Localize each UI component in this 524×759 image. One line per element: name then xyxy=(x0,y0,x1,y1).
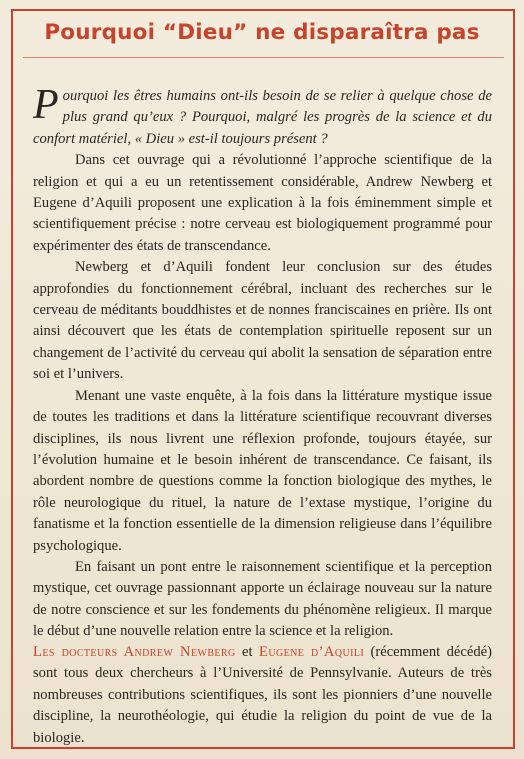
paragraph-3: Menant une vaste enquête, à la fois dans la littérature mystique issue de toutes les traditions et dans la littérature scientifique recouvrant diverses disciplines, ils nous livrent une réflexion profonde, toujours étayée, sur l’évolution humaine et le besoin inhérent de transcendance. Ce faisant, ils abordent nombre de questions comme la fonction biologique des mythes, le rôle neurologique du rituel, la nature de l’extase mystique, l’origine du fanatisme et la fonction essentielle de la dimension religieuse dans l’équilibre psychologique. xyxy=(33,387,492,554)
author-name-2: Eugene d’Aquili xyxy=(259,644,365,660)
paragraph-2: Newberg et d’Aquili fondent leur conclusion sur des études approfondies du fonctionnement cérébral, incluant des recherches sur le cerveau de méditants bouddhistes et de nonnes franciscaines en prière. Ils ont ainsi découvert que les états de contemplation spirituelle reposent sur un changement de l’activité du cerveau qui abolit la sensation de séparation entre soi et l’univers. xyxy=(33,259,492,383)
author-name-1: Les docteurs Andrew Newberg xyxy=(33,644,236,660)
intro-text: ourquoi les êtres humains ont-ils besoin de se relier à quelque chose de plus grand qu’eux ? Pourquoi, malgré les progrès de la science et du confort matériel, « Dieu » est-il toujours présent ? xyxy=(33,88,492,147)
author-conjunction: et xyxy=(235,644,260,660)
paragraph-1: Dans cet ouvrage qui a révolutionné l’approche scientifique de la religion et qui a eu un retentissement considérable, Andrew Newberg et Eugene d’Aquili proposent une explication à la fois éminemment simple et scientifiquement précise : notre cerveau est biologiquement programmé pour expérimenter des états de transcendance. xyxy=(33,152,492,254)
paragraph-4: En faisant un pont entre le raisonnement scientifique et la perception mystique, cet ouvrage passionnant apporte un éclairage nouveau sur la nature de notre conscience et sur les fondements du phénomène religieux. Il marque le début d’une nouvelle relation entre la science et la religion. xyxy=(33,558,492,640)
page-title: Pourquoi “Dieu” ne disparaîtra pas xyxy=(44,20,480,45)
title-divider xyxy=(23,57,504,58)
intro-paragraph xyxy=(33,82,492,150)
author-bio-text: (récemment décédé) sont tous deux chercheurs à l’Université de Pennsylvanie. Auteurs de très nombreuses contributions scientifiques, ils sont les pionniers d’une nouvelle discipline, la neurothéologie, qui étudie la religion du point de vue de la biologie. xyxy=(33,644,492,746)
drop-cap: P xyxy=(33,82,59,128)
blurb-body xyxy=(33,82,492,643)
author-bio xyxy=(33,642,492,749)
